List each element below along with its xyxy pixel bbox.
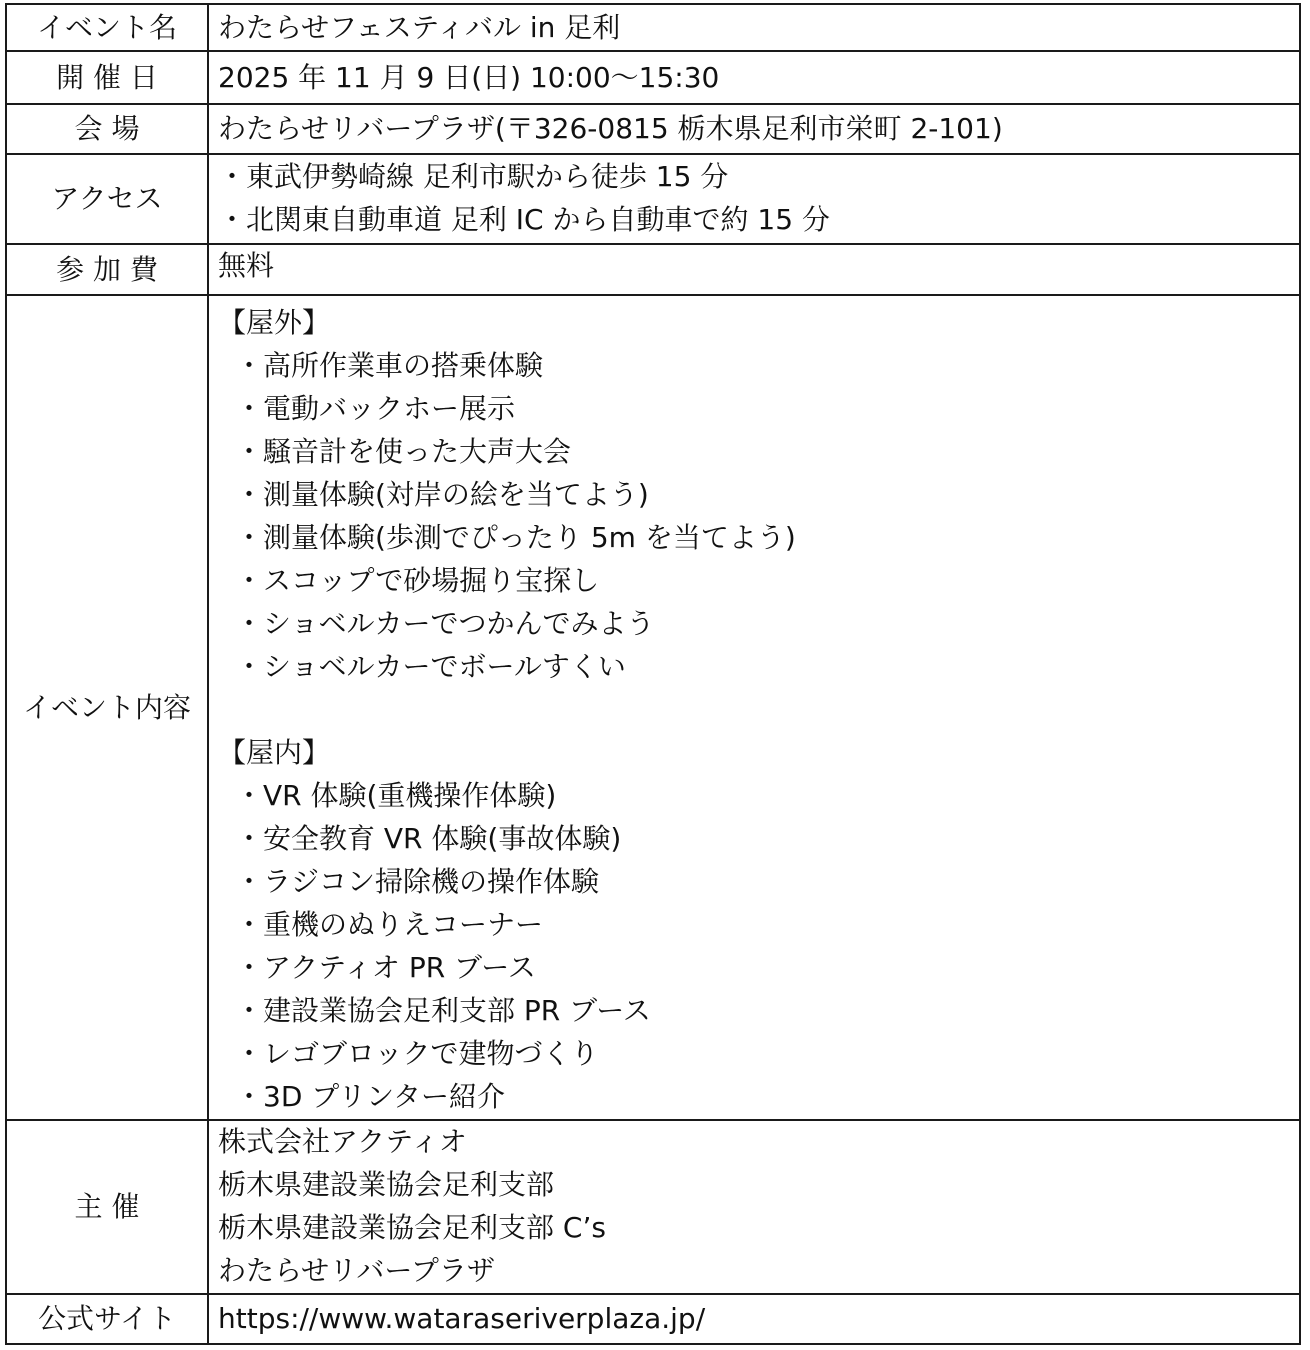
label-access: アクセス xyxy=(6,154,208,244)
outdoor-heading: 【屋外】 xyxy=(218,306,331,339)
indoor-heading: 【屋内】 xyxy=(218,736,331,769)
row-venue xyxy=(6,104,1300,154)
event-info-table xyxy=(5,3,1301,1345)
indoor-item: ・レゴブロックで建物づくり xyxy=(235,1037,599,1070)
value-fee: 無料 xyxy=(208,244,1300,295)
indoor-item: ・3D プリンター紹介 xyxy=(235,1080,506,1113)
value-venue: わたらせリバープラザ(〒326-0815 栃木県足利市栄町 2-101) xyxy=(208,104,1300,154)
indoor-item: ・安全教育 VR 体験(事故体験) xyxy=(235,822,622,855)
outdoor-item: ・ショベルカーでつかんでみよう xyxy=(235,607,655,640)
row-date xyxy=(6,51,1300,104)
indoor-item: ・ラジコン掃除機の操作体験 xyxy=(235,865,600,898)
website-link[interactable]: https://www.wataraseriverplaza.jp/ xyxy=(208,1294,1300,1344)
indoor-item: ・VR 体験(重機操作体験) xyxy=(235,779,557,812)
indoor-item: ・アクティオ PR ブース xyxy=(235,951,536,984)
label-fee: 参 加 費 xyxy=(6,244,208,295)
value-event-name: わたらせフェスティバル in 足利 xyxy=(208,4,1300,51)
organizer-line: わたらせリバープラザ xyxy=(218,1254,495,1287)
label-website: 公式サイト xyxy=(6,1294,208,1344)
outdoor-item: ・測量体験(対岸の絵を当てよう) xyxy=(235,478,649,511)
row-contents xyxy=(6,295,1300,1120)
row-fee xyxy=(6,244,1300,295)
label-contents: イベント内容 xyxy=(6,295,208,1120)
row-event-name xyxy=(6,4,1300,51)
organizer-line: 栃木県建設業協会足利支部 xyxy=(218,1168,555,1201)
organizer-line: 株式会社アクティオ xyxy=(218,1125,467,1158)
outdoor-item: ・高所作業車の搭乗体験 xyxy=(235,349,544,382)
outdoor-item: ・ショベルカーでボールすくい xyxy=(235,650,626,683)
outdoor-item: ・スコップで砂場掘り宝探し xyxy=(235,564,600,597)
access-line: ・北関東自動車道 足利 IC から自動車で約 15 分 xyxy=(218,203,830,236)
label-event-name: イベント名 xyxy=(6,4,208,51)
access-line: ・東武伊勢崎線 足利市駅から徒歩 15 分 xyxy=(218,160,729,193)
row-organizer xyxy=(6,1120,1300,1294)
row-website xyxy=(6,1294,1300,1344)
value-contents xyxy=(208,295,1300,1120)
organizer-line: 栃木県建設業協会足利支部 C’s xyxy=(218,1211,606,1244)
value-date: 2025 年 11 月 9 日(日) 10:00〜15:30 xyxy=(208,51,1300,104)
label-venue: 会 場 xyxy=(6,104,208,154)
indoor-item: ・重機のぬりえコーナー xyxy=(235,908,544,941)
outdoor-item: ・電動バックホー展示 xyxy=(235,392,516,425)
value-access xyxy=(208,154,1300,244)
section-gap xyxy=(218,689,1299,732)
label-organizer: 主 催 xyxy=(6,1120,208,1294)
label-date: 開 催 日 xyxy=(6,51,208,104)
outdoor-item: ・騒音計を使った大声大会 xyxy=(235,435,572,468)
indoor-item: ・建設業協会足利支部 PR ブース xyxy=(235,994,651,1027)
value-organizer xyxy=(208,1120,1300,1294)
row-access xyxy=(6,154,1300,244)
outdoor-item: ・測量体験(歩測でぴったり 5m を当てよう) xyxy=(235,521,796,554)
